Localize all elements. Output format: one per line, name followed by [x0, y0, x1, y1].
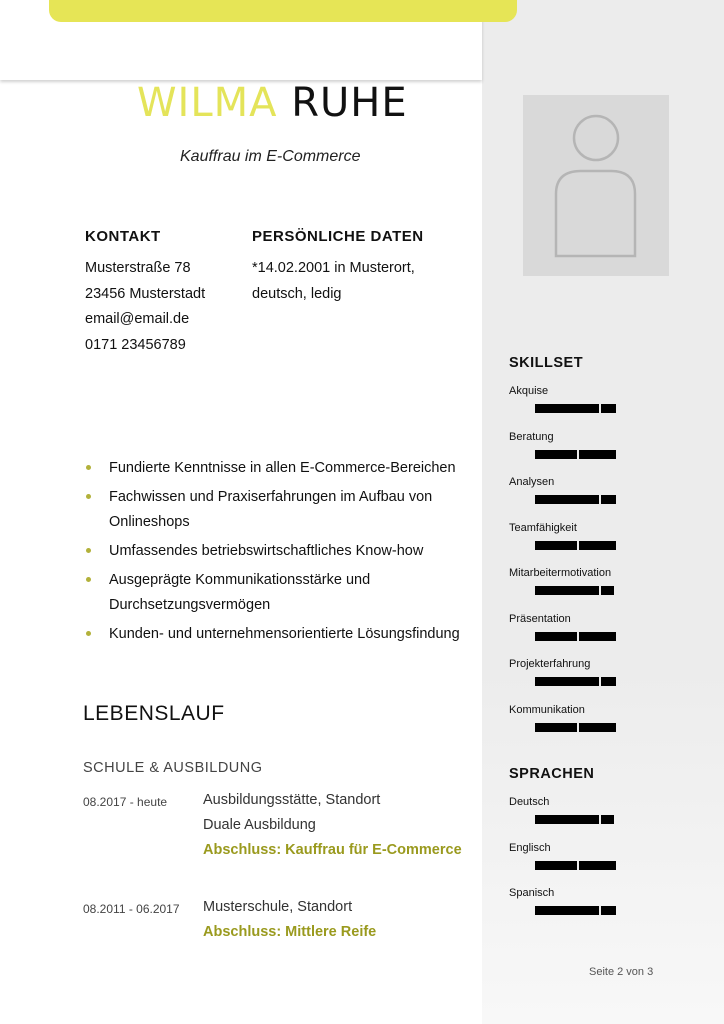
- personal-details: deutsch, ledig: [252, 285, 342, 302]
- language-level-fill: [535, 815, 614, 824]
- skill-level-bar: [535, 495, 618, 504]
- entry-line: Duale Ausbildung: [203, 817, 316, 833]
- language-label: Deutsch: [509, 796, 550, 808]
- skill-item: [509, 522, 709, 562]
- entry-highlight: Abschluss: Kauffrau für E-Commerce: [203, 842, 462, 858]
- cv-title: LEBENSLAUF: [83, 702, 225, 725]
- education-heading: SCHULE & AUSBILDUNG: [83, 760, 263, 776]
- education-entry: [203, 788, 462, 863]
- bullet-icon: [86, 631, 91, 636]
- profile-photo-placeholder: [523, 95, 669, 276]
- bullet-icon: [86, 548, 91, 553]
- skill-label: Mitarbeitermotivation: [509, 567, 612, 579]
- bullet-icon: [86, 465, 91, 470]
- last-name: RUHE: [291, 80, 408, 126]
- list-item: Fachwissen und Praxiserfahrungen im Aufbau von Onlineshops: [86, 485, 476, 535]
- skill-level-fill: [535, 541, 616, 550]
- language-item: [509, 796, 709, 836]
- language-segment-divider: [599, 906, 601, 915]
- contact-email[interactable]: email@email.de: [85, 311, 190, 327]
- language-segment-divider: [599, 815, 601, 824]
- skill-level-bar: [535, 723, 618, 732]
- highlights-list: [86, 456, 476, 651]
- language-level-fill: [535, 861, 616, 870]
- skill-segment-divider: [599, 404, 601, 413]
- accent-top-bar: [49, 0, 517, 22]
- language-item: [509, 842, 709, 882]
- skill-label: Analysen: [509, 476, 555, 488]
- skill-segment-divider: [577, 723, 579, 732]
- skill-level-fill: [535, 586, 614, 595]
- skill-segment-divider: [599, 586, 601, 595]
- first-name: WILMA: [137, 80, 278, 126]
- entry-date: 08.2011 - 06.2017: [83, 902, 180, 916]
- page-number: Seite 2 von 3: [589, 966, 654, 978]
- list-item: Kunden- und unternehmensorientierte Lösungsfindung: [86, 622, 476, 647]
- contact-phone: 0171 23456789: [85, 336, 186, 353]
- skill-item: [509, 476, 709, 516]
- skill-level-bar: [535, 677, 618, 686]
- contact-street: Musterstraße 78: [85, 260, 191, 276]
- skill-level-bar: [535, 450, 618, 459]
- skill-segment-divider: [599, 677, 601, 686]
- skill-label: Teamfähigkeit: [509, 521, 577, 534]
- personal-block: [252, 256, 415, 307]
- skill-label: Akquise: [509, 385, 549, 397]
- skill-item: [509, 567, 709, 607]
- skill-label: Beratung: [509, 430, 554, 443]
- skill-level-bar: [535, 404, 618, 413]
- language-label: Englisch: [509, 841, 551, 854]
- skill-level-bar: [535, 586, 618, 595]
- entry-line: Musterschule, Standort: [203, 899, 353, 915]
- skill-level-fill: [535, 450, 616, 459]
- language-level-bar: [535, 815, 618, 824]
- skill-level-fill: [535, 404, 616, 413]
- personal-birth: *14.02.2001 in Musterort,: [252, 260, 415, 276]
- language-level-bar: [535, 906, 618, 915]
- list-item: Fundierte Kenntnisse in allen E-Commerce-Bereichen: [86, 456, 476, 481]
- applicant-name: [137, 80, 457, 126]
- language-level-bar: [535, 861, 618, 870]
- skill-segment-divider: [577, 450, 579, 459]
- skill-segment-divider: [599, 495, 601, 504]
- education-entry: [203, 895, 376, 945]
- bullet-icon: [86, 494, 91, 499]
- contact-heading: KONTAKT: [85, 228, 161, 245]
- contact-city: 23456 Musterstadt: [85, 285, 206, 302]
- language-level-fill: [535, 906, 616, 915]
- bullet-icon: [86, 577, 91, 582]
- list-item: Ausgeprägte Kommunikationsstärke und Durchsetzungsvermögen: [86, 568, 476, 618]
- skill-level-fill: [535, 723, 616, 732]
- skill-label: Präsentation: [509, 612, 571, 625]
- list-item: Umfassendes betriebswirtschaftliches Know-how: [86, 539, 476, 564]
- skill-level-bar: [535, 541, 618, 550]
- skill-item: [509, 385, 709, 425]
- skill-level-bar: [535, 632, 618, 641]
- entry-highlight: Abschluss: Mittlere Reife: [203, 924, 377, 940]
- job-title: Kauffrau im E-Commerce: [180, 148, 361, 165]
- skill-item: [509, 658, 709, 698]
- skill-label: Projekterfahrung: [509, 658, 591, 670]
- skill-level-fill: [535, 495, 616, 504]
- language-item: [509, 887, 709, 927]
- skill-segment-divider: [577, 541, 579, 550]
- skill-level-fill: [535, 632, 616, 641]
- entry-date: 08.2017 - heute: [83, 795, 168, 809]
- language-segment-divider: [577, 861, 579, 870]
- language-label: Spanisch: [509, 887, 555, 899]
- skill-item: [509, 704, 709, 744]
- contact-block: [85, 256, 205, 358]
- skill-level-fill: [535, 677, 616, 686]
- skill-item: [509, 613, 709, 653]
- skill-item: [509, 431, 709, 471]
- languages-heading: SPRACHEN: [509, 766, 595, 782]
- skill-segment-divider: [577, 632, 579, 641]
- avatar-icon: [523, 95, 669, 276]
- personal-heading: PERSÖNLICHE DATEN: [252, 228, 424, 245]
- entry-line: Ausbildungsstätte, Standort: [203, 792, 381, 808]
- skill-label: Kommunikation: [509, 703, 585, 716]
- skillset-heading: SKILLSET: [509, 355, 584, 371]
